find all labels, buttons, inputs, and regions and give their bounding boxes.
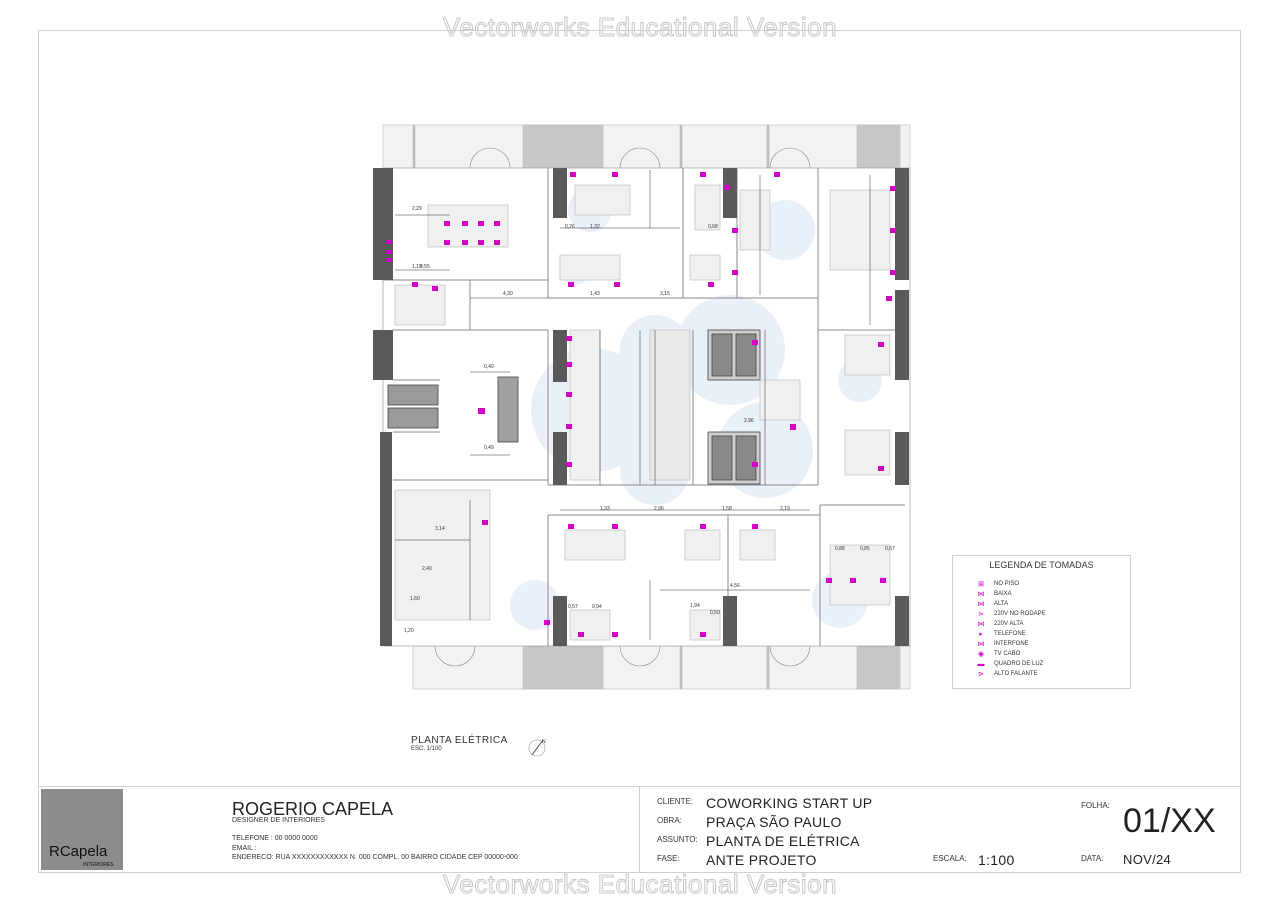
plan-scale: ESC. 1/100: [411, 746, 442, 752]
svg-text:3,14: 3,14: [435, 526, 445, 532]
legend-label: 220V NO RODAPE: [994, 611, 1046, 617]
contact-phone: TELEFONE : 00 0000 0000: [232, 835, 318, 842]
legend-label: QUADRO DE LUZ: [994, 661, 1044, 667]
legend-item: [977, 659, 1043, 669]
svg-text:0,26: 0,26: [565, 224, 575, 230]
legend-item: [977, 639, 1029, 649]
legend-label: ALTO FALANTE: [994, 671, 1038, 677]
svg-text:1,33: 1,33: [600, 506, 610, 512]
svg-text:2,40: 2,40: [422, 566, 432, 572]
legend-title: LEGENDA DE TOMADAS: [989, 560, 1094, 570]
svg-text:1,58: 1,58: [722, 506, 732, 512]
watermark-top: Vectorworks Educational Version: [442, 12, 838, 42]
legend-item: [977, 669, 1037, 679]
svg-text:1,94: 1,94: [690, 603, 700, 609]
svg-text:1,19: 1,19: [412, 264, 422, 270]
svg-text:3,15: 3,15: [660, 291, 670, 297]
intercom-icon: ⋈: [977, 640, 985, 648]
sheet-number: 01/XX: [1123, 802, 1216, 840]
legend-label: BAIXA: [994, 591, 1012, 597]
client-label: CLIENTE:: [657, 797, 694, 806]
baseboard-220v-icon: ⋗: [978, 610, 984, 618]
svg-text:0,49: 0,49: [484, 445, 494, 451]
subject-value: PLANTA DE ELÉTRICA: [706, 833, 860, 849]
svg-text:4,56: 4,56: [730, 583, 740, 589]
svg-text:0,49: 0,49: [484, 364, 494, 370]
speaker-icon: ⊳: [978, 670, 984, 678]
watermark-bottom: Vectorworks Educational Version: [442, 869, 838, 899]
svg-text:0,85: 0,85: [860, 546, 870, 552]
scale-value: 1:100: [978, 852, 1015, 868]
svg-text:0,88: 0,88: [835, 546, 845, 552]
svg-text:1,43: 1,43: [590, 291, 600, 297]
low-outlet-icon: ⋈: [977, 590, 985, 598]
high-outlet-icon: ⋈: [977, 600, 985, 608]
legend-item: [977, 589, 1012, 599]
telephone-icon: ▸: [979, 630, 983, 638]
legend-item: [977, 649, 1020, 659]
designer-name: ROGERIO CAPELA: [232, 799, 394, 819]
svg-text:1,32: 1,32: [590, 224, 600, 230]
svg-text:1,20: 1,20: [404, 628, 414, 634]
tv-cable-icon: ◉: [977, 650, 985, 658]
north-arrow-icon: [528, 737, 548, 757]
legend-label: TELEFONE: [994, 631, 1026, 637]
contact-email: EMAIL :: [232, 845, 257, 852]
plan-title: PLANTA ELÉTRICA: [411, 735, 508, 746]
svg-text:0,68: 0,68: [708, 224, 718, 230]
scale-label: ESCALA:: [933, 854, 967, 863]
legend-item: [977, 579, 1019, 589]
svg-text:1,60: 1,60: [410, 596, 420, 602]
svg-text:0,94: 0,94: [592, 604, 602, 610]
date-value: NOV/24: [1123, 852, 1172, 867]
legend-item: [977, 599, 1008, 609]
client-value: COWORKING START UP: [706, 795, 873, 811]
high-220v-icon: ⋈: [977, 620, 985, 628]
work-label: OBRA:: [657, 816, 682, 825]
work-value: PRAÇA SÃO PAULO: [706, 814, 842, 830]
logo-subtitle: INTERIORES: [83, 862, 114, 868]
svg-text:0,55: 0,55: [420, 264, 430, 270]
phase-value: ANTE PROJETO: [706, 852, 817, 868]
outlet-legend: [952, 555, 1131, 689]
svg-text:2,19: 2,19: [780, 506, 790, 512]
title-block-divider: [639, 786, 640, 873]
svg-text:4,30: 4,30: [503, 291, 513, 297]
svg-text:0,57: 0,57: [568, 604, 578, 610]
phase-label: FASE:: [657, 854, 680, 863]
legend-label: INTERFONE: [994, 641, 1029, 647]
legend-label: TV CABO: [994, 651, 1021, 657]
svg-text:2,96: 2,96: [744, 418, 754, 424]
panel-board-icon: ▬: [977, 660, 985, 668]
logo-name: RCapela: [49, 843, 108, 860]
svg-text:0,50: 0,50: [710, 610, 720, 616]
subject-label: ASSUNTO:: [657, 835, 698, 844]
legend-item: [977, 609, 1046, 619]
designer-role: DESIGNER DE INTERIORES: [232, 817, 325, 824]
north-label: N: [542, 739, 546, 745]
svg-text:2,96: 2,96: [654, 506, 664, 512]
svg-text:2,29: 2,29: [412, 206, 422, 212]
legend-label: ALTA: [994, 601, 1009, 607]
legend-item: [977, 619, 1023, 629]
floor-outlet-icon: ⊠: [978, 580, 984, 588]
svg-text:0,67: 0,67: [885, 546, 895, 552]
legend-label: 220V ALTA: [994, 621, 1024, 627]
sheet-label: FOLHA:: [1081, 801, 1110, 810]
legend-label: NO PISO: [994, 581, 1020, 587]
legend-item: [977, 629, 1026, 639]
contact-address: ENDERECO: RUA XXXXXXXXXXXX N. 000 COMPL. 00 BAIRRO CIDADE CEP 00000-000: [232, 854, 518, 861]
date-label: DATA:: [1081, 854, 1104, 863]
